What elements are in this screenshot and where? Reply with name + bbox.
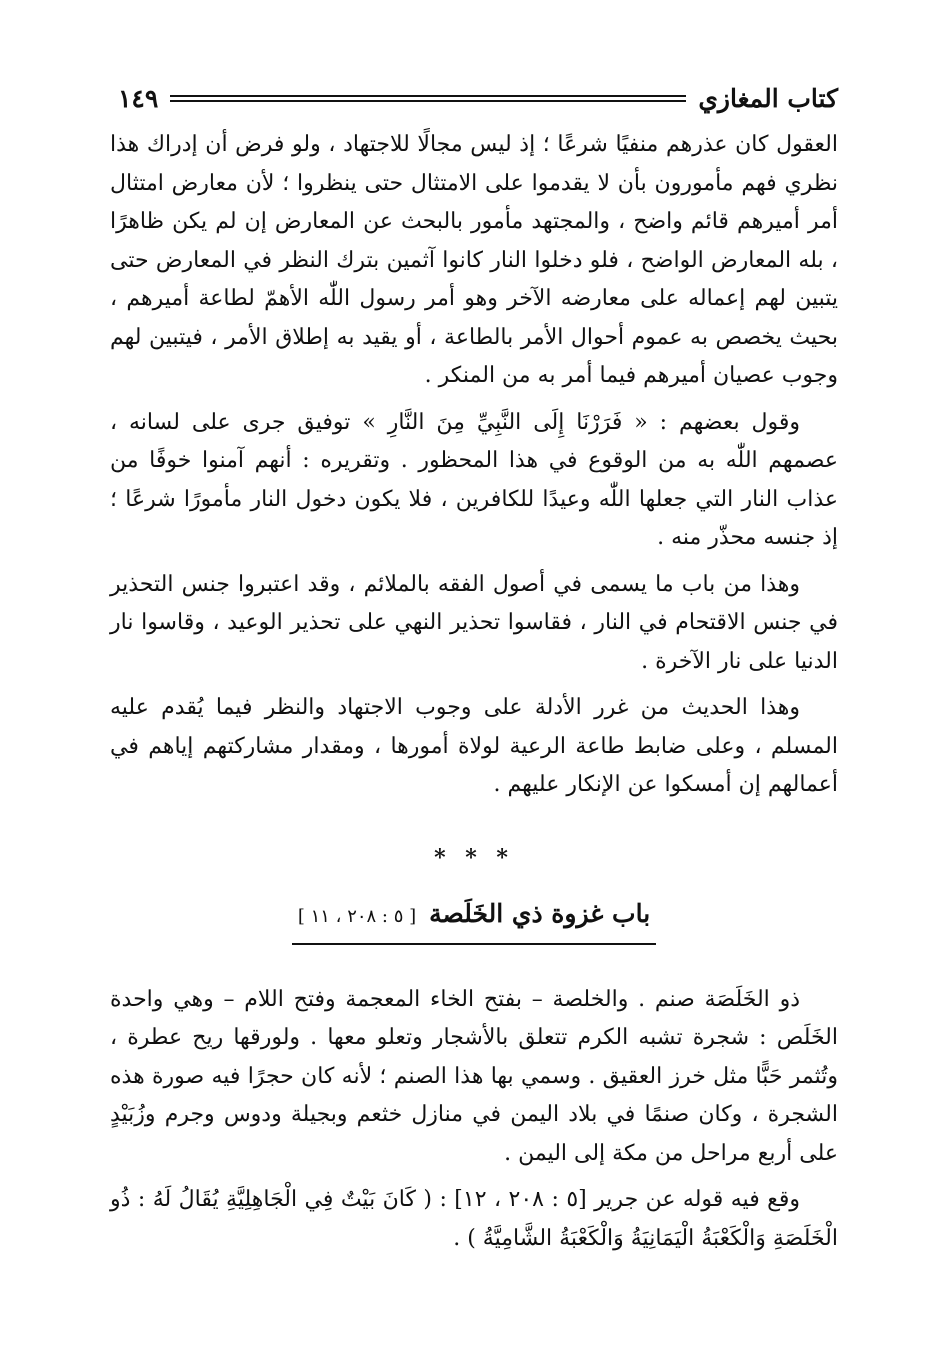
chapter-heading	[110, 895, 838, 945]
page-number: ١٤٩	[118, 83, 159, 113]
paragraph-1: العقول كان عذرهم منفيًا شرعًا ؛ إذ ليس مجالًا للاجتهاد ، ولو فرض أن إدراك هذا نظري فهم مأمورون بأن لا يقدموا على الامتثال حتى ينظروا ؛ لأن معارض امتثال أمر أميرهم قائم واضح ، والمجتهد مأمور بالبحث عن المعارض إن لم يكن ظاهرًا ، بله المعارض الواضح ، فلو دخلوا النار كانوا آثمين بترك النظر في المعارض حتى يتبين لهم إعماله على معارضه الآخر وهو أمر رسول اللّٰه الأهمّ لطاعة أميرهم ، بحيث يخصص به عموم أحوال الأمر بالطاعة ، أو يقيد به إطلاق الأمر ، فيتبين لهم وجوب عصيان أميرهم فيما أمر به من المنكر .	[110, 132, 838, 388]
chapter-title: باب غزوة ذي الخَلَصة	[429, 899, 651, 928]
paragraph-5: ذو الخَلَصَة صنم . والخلصة – بفتح الخاء المعجمة وفتح اللام – وهي واحدة الخَلَص : شجرة تشبه الكرم تتعلق بالأشجار وتعلو معها . ولورقها ريح عطرة ، وتُثمر حَبًّا مثل خرز العقيق . وسمي بها هذا الصنم ؛ لأنه كان حجرًا فيه صورة هذه الشجرة ، وكان صنمًا في بلاد اليمن في منازل خثعم وبجيلة ودوس وجرم وزُبَيْدٍ على أربع مراحل من مكة إلى اليمن .	[110, 986, 838, 1166]
paragraph-4: وهذا الحديث من غرر الأدلة على وجوب الاجتهاد والنظر فيما يُقدم عليه المسلم ، وعلى ضابط طاعة الرعية لولاة أمورها ، ومقدار مشاركتهم إياهم في أعمالهم إن أمسكوا عن الإنكار عليهم .	[110, 695, 838, 797]
header-rule	[170, 95, 686, 102]
paragraph-2: وقول بعضهم : « فَرَرْنَا إِلَى النَّبِيِّ مِنَ النَّارِ » توفيق جرى على لسانه ، عصمهم اللّٰه به من الوقوع في هذا المحظور . وتقريره : أنهم آمنوا خوفًا من عذاب النار التي جعلها اللّٰه وعيدًا للكافرين ، فلا يكون دخول النار مأمورًا شرعًا ؛ إذ جنسه محذّر منه .	[110, 409, 838, 550]
running-header	[118, 78, 838, 118]
chapter-reference: [ ٥ : ٢٠٨ ، ١١ ]	[297, 906, 417, 927]
chapter-heading-underline	[292, 895, 656, 945]
paragraph-6: وقع فيه قوله عن جرير [٥ : ٢٠٨ ، ١٢] : ( كَانَ بَيْتٌ فِي الْجَاهِلِيَّةِ يُقَالُ لَهُ : ذُو الْخَلَصَةِ وَالْكَعْبَةُ الْيَمَانِيَةُ وَالْكَعْبَةُ الشَّامِيَّةُ ) .	[110, 1187, 838, 1251]
book-title: كتاب المغازي	[698, 83, 838, 113]
body-text	[110, 126, 838, 1266]
paragraph-3: وهذا من باب ما يسمى في أصول الفقه بالملائم ، وقد اعتبروا جنس التحذير في جنس الاقتحام في النار ، فقاسوا تحذير النهي على تحذير الوعيد ، وقاسوا نار الدنيا على نار الآخرة .	[110, 571, 838, 674]
section-separator: * * *	[434, 844, 514, 871]
